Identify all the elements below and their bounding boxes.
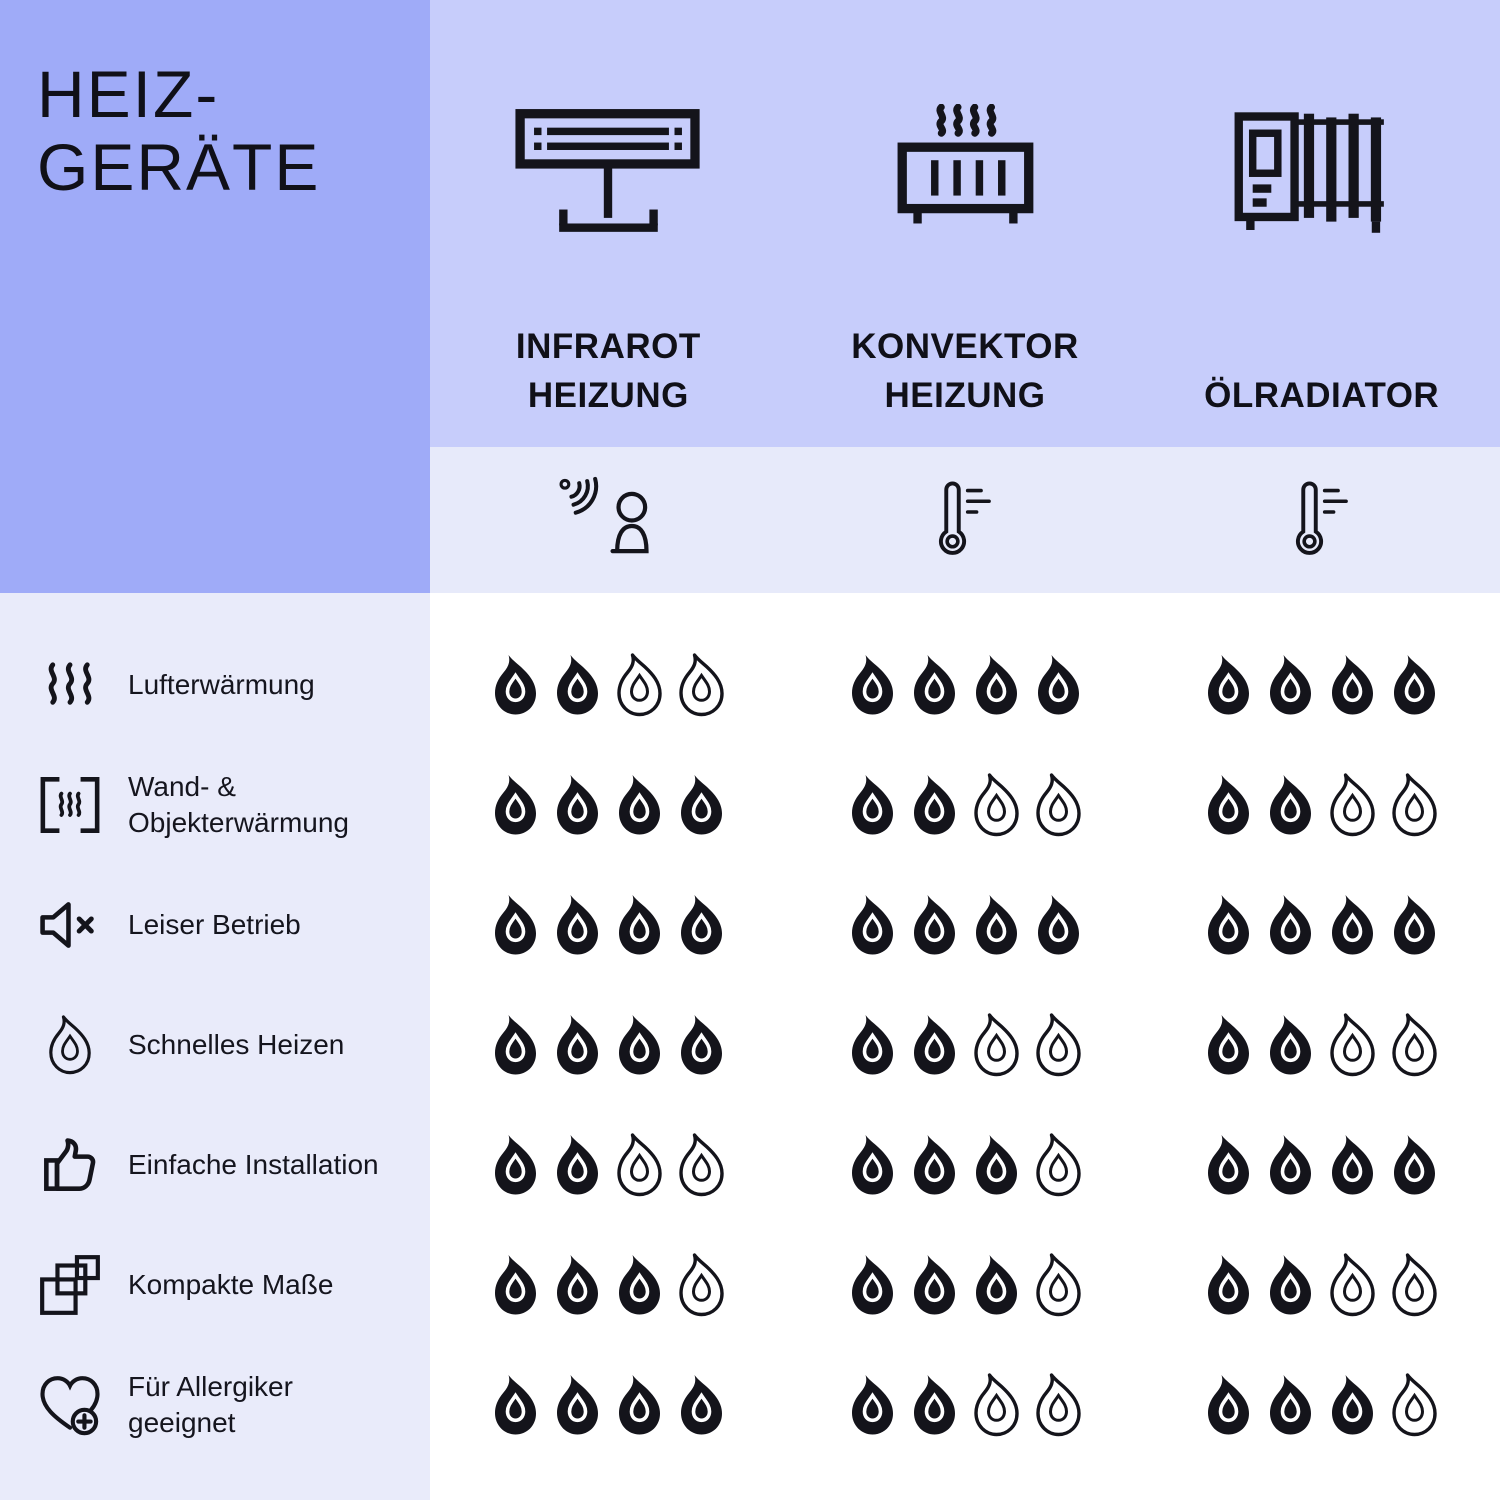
feature-row <box>0 1225 430 1345</box>
flame-filled-icon <box>554 1132 601 1198</box>
rating-cell-infrarot <box>430 745 787 865</box>
flame-filled-icon <box>678 1012 725 1078</box>
compact-size-icon <box>34 1253 106 1317</box>
flame-filled-icon <box>492 1372 539 1438</box>
feature-label-line: Schnelles Heizen <box>128 1029 345 1060</box>
page-title-line-1: HEIZ- <box>37 57 220 131</box>
flame-outline-icon <box>1035 772 1082 838</box>
rating-cell-konvektor <box>787 985 1144 1105</box>
flame-filled-icon <box>849 1132 896 1198</box>
flame-filled-icon <box>554 1012 601 1078</box>
flame-filled-icon <box>1205 1132 1252 1198</box>
mode-cell-konvektor <box>787 447 1144 593</box>
flame-filled-icon <box>678 892 725 958</box>
flame-filled-icon <box>678 1372 725 1438</box>
rating-cell-oelradiator <box>1143 1345 1500 1465</box>
flame-outline-icon <box>1035 1132 1082 1198</box>
oil-radiator-icon <box>1222 30 1422 322</box>
rating-cell-konvektor <box>787 745 1144 865</box>
rating-cell-konvektor <box>787 1105 1144 1225</box>
rating-row <box>430 625 1500 745</box>
flame-filled-icon <box>1205 1012 1252 1078</box>
rating-cell-infrarot <box>430 1225 787 1345</box>
flame-outline-icon <box>616 652 663 718</box>
flame-filled-icon <box>492 652 539 718</box>
flame-filled-icon <box>554 1252 601 1318</box>
column-label-infrarot <box>516 322 701 420</box>
flame-filled-icon <box>973 892 1020 958</box>
flame-filled-icon <box>973 1132 1020 1198</box>
convector-heater-icon <box>865 30 1065 322</box>
heating-mode-band <box>430 447 1500 593</box>
flame-filled-icon <box>973 652 1020 718</box>
column-label-line: INFRAROT <box>515 327 701 366</box>
column-label-line: ÖLRADIATOR <box>1204 376 1440 415</box>
feature-row <box>0 625 430 745</box>
flame-filled-icon <box>911 1372 958 1438</box>
rating-cell-infrarot <box>430 625 787 745</box>
column-label-line: KONVEKTOR <box>851 327 1079 366</box>
flame-filled-icon <box>911 892 958 958</box>
flame-filled-icon <box>1329 1372 1376 1438</box>
rating-cell-konvektor <box>787 1225 1144 1345</box>
feature-label <box>128 769 349 841</box>
flame-filled-icon <box>1391 892 1438 958</box>
flame-filled-icon <box>1391 1132 1438 1198</box>
flame-outline-icon <box>1035 1372 1082 1438</box>
flame-filled-icon <box>1267 772 1314 838</box>
flame-outline-icon <box>616 1132 663 1198</box>
flame-outline-icon <box>1391 1372 1438 1438</box>
flame-filled-icon <box>1035 652 1082 718</box>
feature-row <box>0 1105 430 1225</box>
flame-filled-icon <box>616 1252 663 1318</box>
flame-filled-icon <box>849 1012 896 1078</box>
feature-label <box>128 1027 344 1063</box>
flame-filled-icon <box>1329 892 1376 958</box>
rating-cell-oelradiator <box>1143 865 1500 985</box>
flame-filled-icon <box>1205 1252 1252 1318</box>
rating-row <box>430 985 1500 1105</box>
heat-waves-icon <box>34 662 106 708</box>
rating-matrix <box>430 593 1500 1500</box>
flame-filled-icon <box>911 1012 958 1078</box>
rating-row <box>430 1225 1500 1345</box>
flame-filled-icon <box>911 1252 958 1318</box>
column-oelradiator <box>1143 0 1500 447</box>
flame-filled-icon <box>616 892 663 958</box>
flame-filled-icon <box>678 772 725 838</box>
feature-label <box>128 667 315 703</box>
product-header-band <box>430 0 1500 447</box>
flame-outline-icon <box>1035 1252 1082 1318</box>
flame-filled-icon <box>492 1132 539 1198</box>
flame-filled-icon <box>1205 1372 1252 1438</box>
flame-outline-icon <box>973 1372 1020 1438</box>
flame-filled-icon <box>973 1252 1020 1318</box>
flame-filled-icon <box>911 652 958 718</box>
flame-filled-icon <box>1205 772 1252 838</box>
flame-filled-icon <box>849 772 896 838</box>
flame-filled-icon <box>616 772 663 838</box>
flame-filled-icon <box>1267 652 1314 718</box>
rating-cell-infrarot <box>430 1345 787 1465</box>
rating-cell-oelradiator <box>1143 1105 1500 1225</box>
rating-cell-oelradiator <box>1143 625 1500 745</box>
flame-outline-icon <box>973 1012 1020 1078</box>
flame-filled-icon <box>616 1012 663 1078</box>
rating-row <box>430 745 1500 865</box>
flame-filled-icon <box>1329 652 1376 718</box>
feature-sidebar <box>0 593 430 1500</box>
feature-label-line: Für Allergiker <box>128 1371 293 1402</box>
flame-outline-icon <box>1035 1012 1082 1078</box>
feature-label-line: Einfache Installation <box>128 1149 379 1180</box>
feature-label-line: geeignet <box>128 1407 236 1438</box>
thumbs-up-icon <box>34 1136 106 1194</box>
rating-cell-konvektor <box>787 1345 1144 1465</box>
flame-filled-icon <box>911 772 958 838</box>
flame-filled-icon <box>1329 1132 1376 1198</box>
feature-label-line: Lufterwärmung <box>128 669 315 700</box>
mode-cell-infrarot <box>430 447 787 593</box>
flame-filled-icon <box>849 652 896 718</box>
flame-filled-icon <box>1205 652 1252 718</box>
feature-label-line: Wand- & <box>128 771 236 802</box>
thermometer-icon <box>1289 478 1355 562</box>
column-label-line: HEIZUNG <box>884 376 1046 415</box>
rating-cell-infrarot <box>430 865 787 985</box>
flame-outline-icon <box>973 772 1020 838</box>
flame-filled-icon <box>1267 1012 1314 1078</box>
flame-outline-icon <box>1329 772 1376 838</box>
rating-row <box>430 1105 1500 1225</box>
flame-filled-icon <box>1267 1132 1314 1198</box>
flame-filled-icon <box>849 1252 896 1318</box>
flame-outline-icon <box>1329 1252 1376 1318</box>
flame-filled-icon <box>554 652 601 718</box>
flame-filled-icon <box>1267 1372 1314 1438</box>
flame-filled-icon <box>554 772 601 838</box>
rating-cell-konvektor <box>787 625 1144 745</box>
rating-cell-oelradiator <box>1143 745 1500 865</box>
feature-label <box>128 1267 333 1303</box>
feature-row <box>0 865 430 985</box>
flame-filled-icon <box>1267 1252 1314 1318</box>
feature-label-line: Objekterwärmung <box>128 807 349 838</box>
feature-row <box>0 985 430 1105</box>
flame-filled-icon <box>492 892 539 958</box>
rating-cell-infrarot <box>430 1105 787 1225</box>
flame-outline-icon <box>1391 1252 1438 1318</box>
rating-cell-konvektor <box>787 865 1144 985</box>
flame-filled-icon <box>1205 892 1252 958</box>
rating-row <box>430 865 1500 985</box>
flame-filled-icon <box>492 772 539 838</box>
mode-cell-oelradiator <box>1143 447 1500 593</box>
rating-row <box>430 1345 1500 1465</box>
wall-object-heat-icon <box>34 775 106 835</box>
flame-filled-icon <box>492 1252 539 1318</box>
flame-filled-icon <box>1391 652 1438 718</box>
page-title-line-2: GERÄTE <box>37 130 321 204</box>
flame-filled-icon <box>849 892 896 958</box>
flame-filled-icon <box>554 892 601 958</box>
speaker-muted-icon <box>34 899 106 951</box>
feature-label <box>128 907 301 943</box>
column-label-line: HEIZUNG <box>527 376 689 415</box>
column-label-konvektor <box>851 322 1079 420</box>
flame-outline-icon <box>1329 1012 1376 1078</box>
feature-row <box>0 1345 430 1465</box>
rating-cell-oelradiator <box>1143 985 1500 1105</box>
title-block <box>0 0 430 593</box>
flame-filled-icon <box>911 1132 958 1198</box>
rating-cell-infrarot <box>430 985 787 1105</box>
heart-plus-icon <box>34 1373 106 1437</box>
infrared-heater-icon <box>508 30 708 322</box>
column-label-oelradiator <box>1204 322 1439 420</box>
flame-outline-icon <box>678 652 725 718</box>
flame-filled-icon <box>554 1372 601 1438</box>
infrared-person-icon <box>549 476 667 564</box>
column-infrarot <box>430 0 787 447</box>
thermometer-icon <box>932 478 998 562</box>
feature-label <box>128 1369 293 1441</box>
column-konvektor <box>787 0 1144 447</box>
flame-outline-icon <box>1391 772 1438 838</box>
flame-filled-icon <box>492 1012 539 1078</box>
flame-outline-icon <box>1391 1012 1438 1078</box>
flame-icon <box>34 1015 106 1075</box>
feature-label-line: Kompakte Maße <box>128 1269 334 1300</box>
feature-label-line: Leiser Betrieb <box>128 909 301 940</box>
flame-outline-icon <box>678 1252 725 1318</box>
feature-row <box>0 745 430 865</box>
flame-outline-icon <box>678 1132 725 1198</box>
flame-filled-icon <box>1035 892 1082 958</box>
flame-filled-icon <box>1267 892 1314 958</box>
rating-cell-oelradiator <box>1143 1225 1500 1345</box>
flame-filled-icon <box>849 1372 896 1438</box>
feature-label <box>128 1147 379 1183</box>
flame-filled-icon <box>616 1372 663 1438</box>
